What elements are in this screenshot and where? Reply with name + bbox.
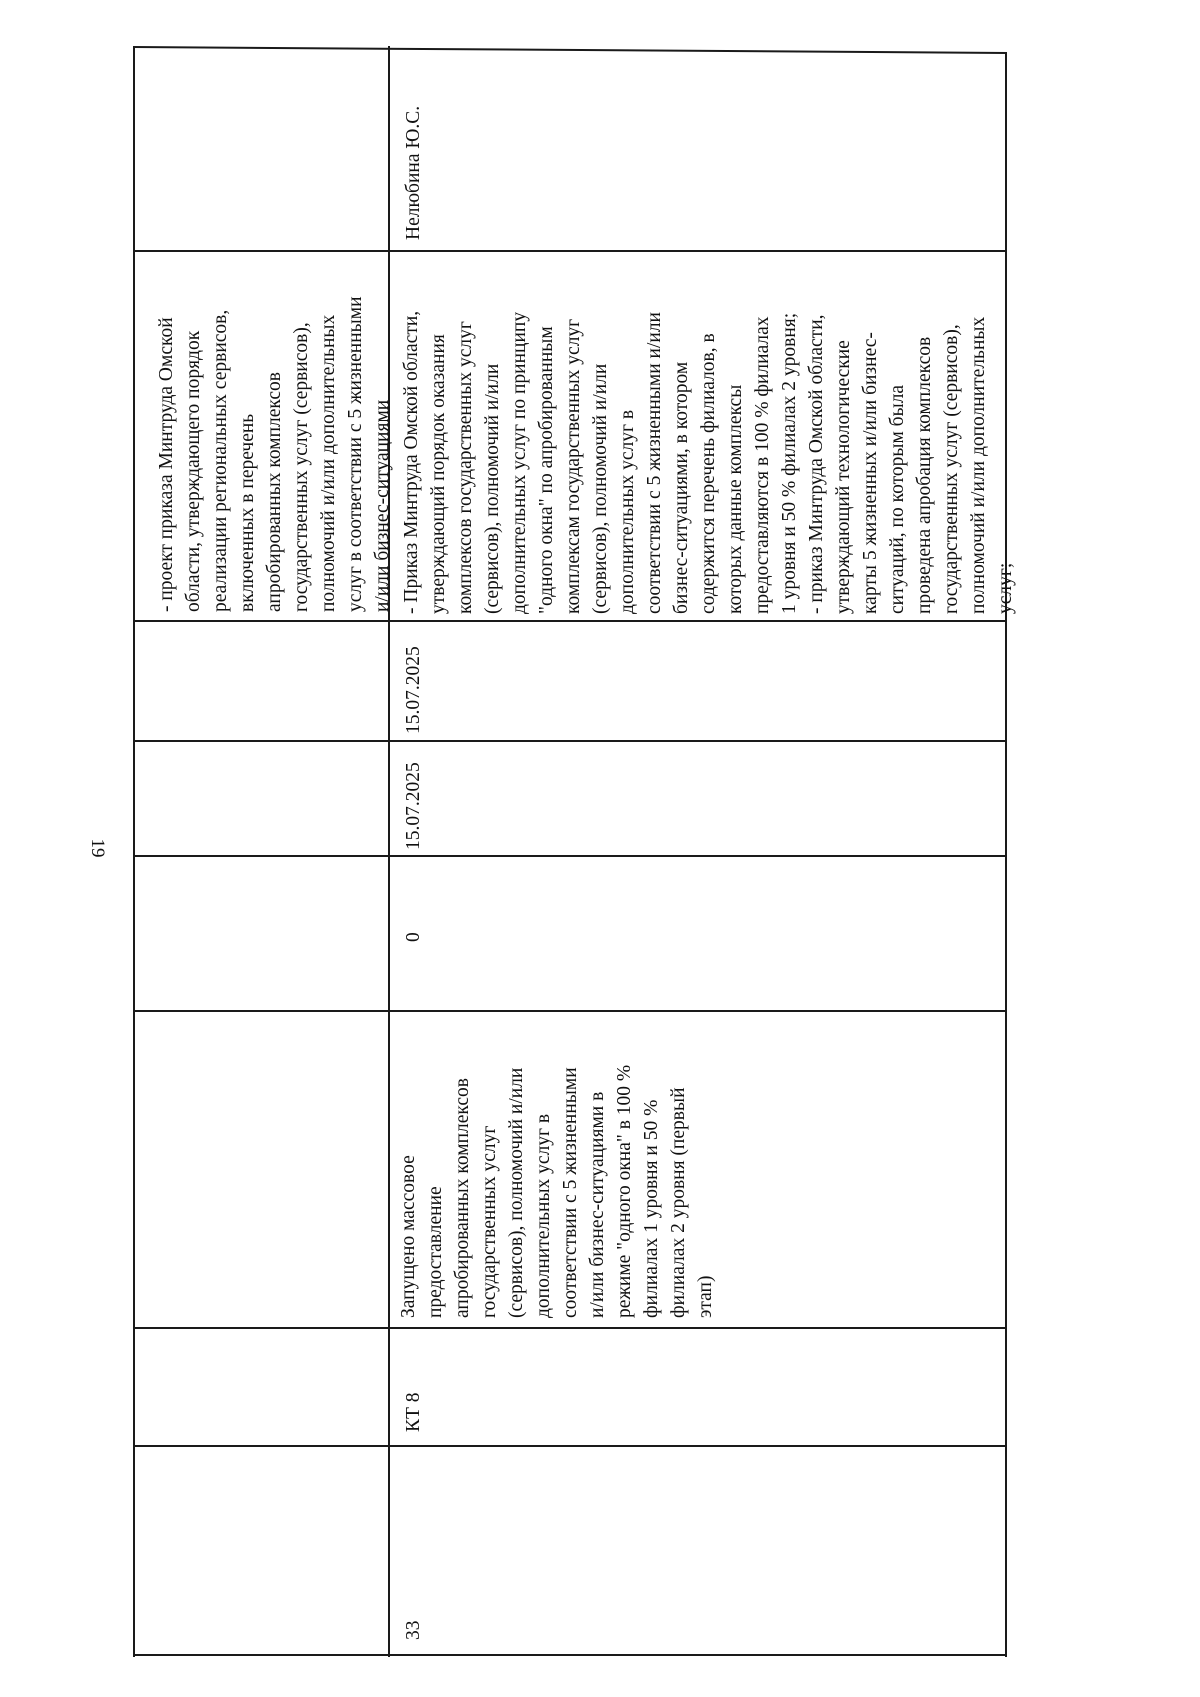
table-border <box>133 1654 1007 1656</box>
table-border <box>133 46 135 1657</box>
checkpoint-name: Запущено массовое предоставление апробированных комплексов государственных услуг (сервисов), полномочий и/или дополнительных услуг в соответствии с 5 жизненными и/или бизнес-ситуациями в режиме "одного окна" в 100 % филиалах 1 уровня и 50 % филиалах 2 уровня (первый этап) <box>398 1064 716 1318</box>
table-border <box>133 1327 1007 1329</box>
table-border <box>133 1010 1007 1012</box>
table-border <box>133 250 1007 252</box>
table-border <box>133 620 1007 622</box>
lower-result-text: - Приказ Минтруда Омской области, утверждающий порядок оказания комплексов государственных услуг (сервисов), полномочий и/или дополнительных услуг по принципу "одного окна" по апробированным комплексам государственных услуг (сервисов), полномочий и/или дополнительных услуг в соответствии с 5 жизненными и/или бизнес-ситуациями, в котором содержится перечень филиалов, в которых данные комплексы предоставляются в 100 % филиалах 1 уровня и 50 % филиалах 2 уровня; - приказ Минтруда Омской области, утверждающий технологические карты 5 жизненных и/или бизнес- ситуаций, по которым была проведена апробация комплексов государственных услуг (сервисов), полномочий и/или дополнительных услуг; <box>401 310 1016 614</box>
date-start: 15.07.2025 <box>403 762 424 850</box>
table-border <box>133 46 1007 54</box>
checkpoint-code: КТ 8 <box>403 1392 424 1432</box>
base-value: 0 <box>403 932 424 942</box>
table-border <box>133 740 1007 742</box>
table-border <box>133 855 1007 857</box>
page-number: 19 <box>87 838 108 858</box>
responsible-name: Нелюбина Ю.С. <box>403 105 424 240</box>
table-border <box>388 46 390 1657</box>
row-number: 33 <box>403 1620 424 1640</box>
upper-result-text: - проект приказа Минтруда Омской области, утверждающего порядок реализации региональных сервисов, включенных в перечень апробированных комплексов государственных услуг (сервисов), полномочий и/или дополнительных услуг в соответствии с 5 жизненными и/или бизнес-ситуациями <box>156 296 393 612</box>
table-border <box>133 1445 1007 1447</box>
date-end: 15.07.2025 <box>403 646 424 734</box>
